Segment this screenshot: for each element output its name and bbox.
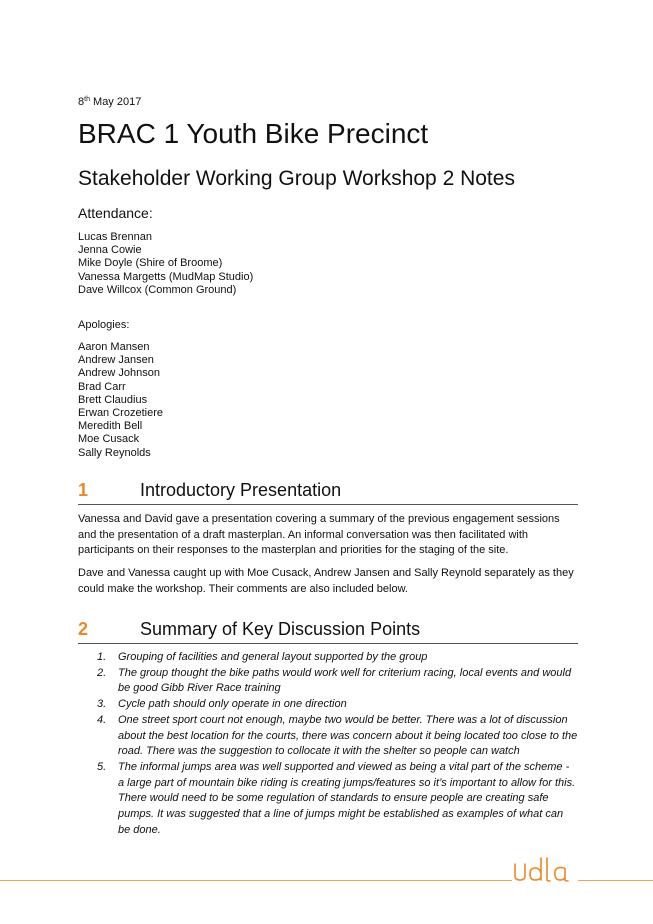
apology-name: Moe Cusack <box>78 433 140 446</box>
apology-name: Aaron Mansen <box>78 341 150 353</box>
list-item-number: 1. <box>97 651 107 663</box>
list-item-text: Cycle path should only operate in one direction <box>118 698 347 711</box>
attendee: Vanessa Margetts (MudMap Studio) <box>78 270 254 283</box>
section-1-paragraph-1: Vanessa and David gave a presentation covering a summary of the previous engagement sessions and the presentation of a draft masterplan. An informal conversation was then facilitated with participants on their responses to the masterplan and priorities for the staging of the site. <box>78 513 560 557</box>
logo-text: udla <box>512 854 514 855</box>
list-item-text: One street sport court not enough, maybe two would be better. There was a lot of discussion about the best location for the courts, there was concern about it being located too close to the road. There was the suggestion to collocate it with the shelter so people can watch <box>118 713 578 758</box>
section-1-paragraph-2: Dave and Vanessa caught up with Moe Cusack, Andrew Jansen and Sally Reynold separately as they could make the workshop. Their comments are also included below. <box>78 567 574 595</box>
document-subtitle: Stakeholder Working Group Workshop 2 Notes <box>78 167 515 190</box>
list-item <box>78 760 578 839</box>
apology-name: Brad Carr <box>78 380 126 393</box>
section-2-title: Summary of Key Discussion Points <box>140 619 421 639</box>
list-item-number: 2. <box>97 666 107 679</box>
section-2-heading <box>78 619 578 644</box>
udla-logo <box>512 854 578 884</box>
section-1-title: Introductory Presentation <box>140 480 342 500</box>
attendee: Dave Willcox (Common Ground) <box>78 283 237 296</box>
list-item-text: The group thought the bike paths would work well for criterium racing, local events and would be good Gibb River Race training <box>118 666 572 695</box>
apology-name: Andrew Jansen <box>78 354 154 367</box>
list-item-number: 5. <box>97 760 107 773</box>
attendee: Jenna Cowie <box>78 244 142 257</box>
date-day: 8 <box>78 96 85 108</box>
apology-name: Sally Reynolds <box>78 446 151 459</box>
list-item <box>78 666 578 697</box>
discussion-points-list <box>78 650 578 838</box>
attendance-heading: Attendance: <box>78 205 153 221</box>
attendee: Lucas Brennan <box>78 231 152 243</box>
list-item <box>78 650 578 666</box>
section-1-number: 1 <box>78 480 89 500</box>
list-item-text: Grouping of facilities and general layout supported by the group <box>118 651 428 663</box>
apologies-list <box>78 341 163 460</box>
attendee: Mike Doyle (Shire of Broome) <box>78 257 223 270</box>
date-rest: May 2017 <box>89 96 142 108</box>
list-item-number: 3. <box>97 698 107 711</box>
document-date <box>78 96 141 108</box>
apology-name: Brett Claudius <box>78 393 148 406</box>
list-item-text: The informal jumps area was well supported and viewed as being a vital part of the scheme - a large part of mountain bike riding is creating jumps/features so it’s important to allow for this. There would need to be some regulation of standards to ensure people are creating safe pumps. It was suggested that a line of jumps might be established as examples of what can be done. <box>118 760 576 836</box>
apology-name: Meredith Bell <box>78 420 143 433</box>
apology-name: Erwan Crozetiere <box>78 407 163 420</box>
list-item <box>78 697 578 713</box>
date-suffix: th <box>84 96 90 103</box>
list-item <box>78 713 578 760</box>
apology-name: Andrew Johnson <box>78 367 160 380</box>
list-item-number: 4. <box>97 713 107 726</box>
apologies-heading: Apologies: <box>78 319 130 331</box>
udla-logo-icon <box>512 854 578 884</box>
document-title: BRAC 1 Youth Bike Precinct <box>78 118 429 149</box>
attendance-list <box>78 231 253 297</box>
section-1-heading <box>78 480 578 505</box>
section-2-number: 2 <box>78 619 89 639</box>
